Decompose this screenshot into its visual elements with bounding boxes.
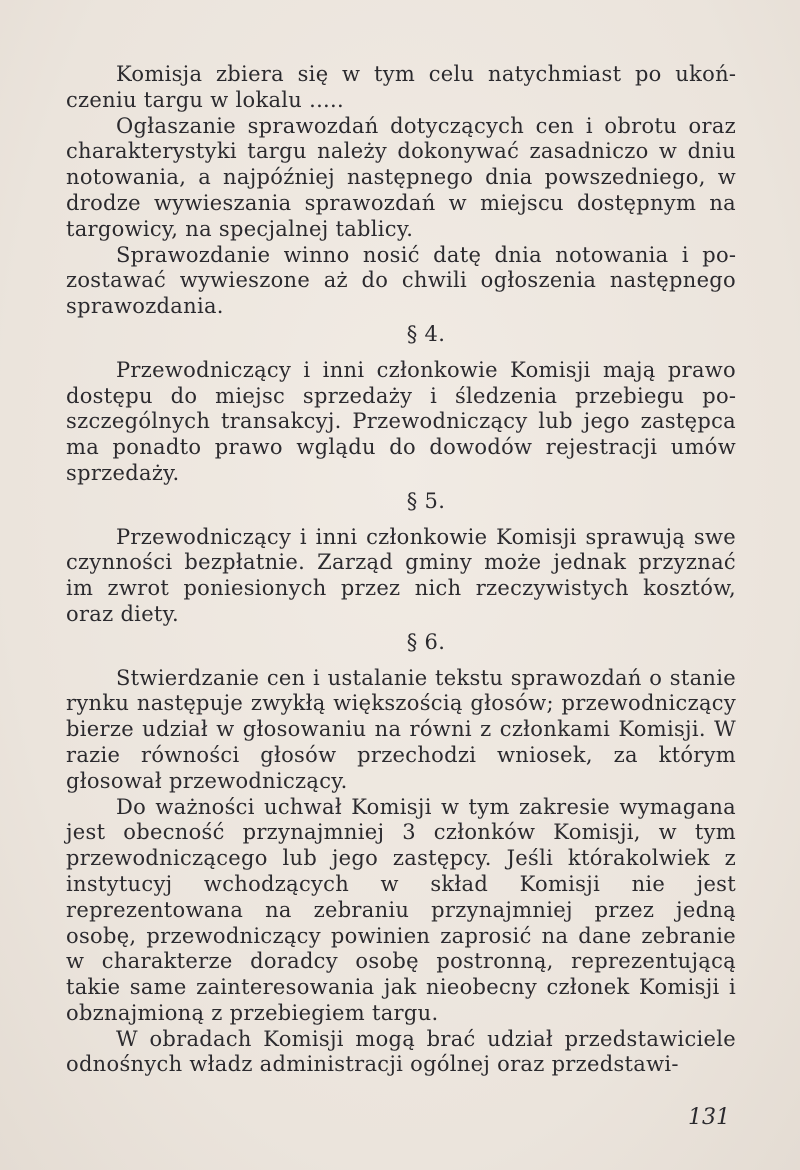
page-number: 131 — [688, 1105, 730, 1130]
paragraph-5: Przewodniczący i inni członkowie Komisji sprawują swe czynności bezpłatnie. Zarząd gminy może jednak przyznać im zwrot poniesionych przez nich rzeczywistych kosztów, oraz diety. — [66, 524, 736, 626]
paragraph-6: Stwierdzanie cen i ustalanie tekstu sprawozdań o stanie rynku następuje zwykłą większością głosów; przewodniczący bierze udział w głosowaniu na równi z członkami Komisji. W razie równości głosów przechodzi wniosek, za którym głosował przewodniczący. — [66, 665, 736, 793]
paragraph-1: Komisja zbiera się w tym celu natychmiast po ukończeniu targu w lokalu ..... — [66, 62, 736, 112]
section-heading-5: § 5. — [406, 488, 446, 513]
paragraph-3: Sprawozdanie winno nosić datę dnia notowania i pozostawać wywieszone aż do chwili ogłoszenia następnego sprawozdania. — [66, 242, 736, 319]
paragraph-2: Ogłaszanie sprawozdań dotyczących cen i obrotu oraz charakterystyki targu należy dokonywać zasadniczo w dniu notowania, a najpóźniej następnego dnia powszedniego, w drodze wywieszania sprawozdań w miejscu dostępnym na targowicy, na specjalnej tablicy. — [66, 113, 736, 241]
paragraph-4: Przewodniczący i inni członkowie Komisji mają prawo dostępu do miejsc sprzedaży i śledzenia przebiegu poszczególnych transakcyj. Przewodniczący lub jego zastępca ma ponadto prawo wglądu do dowodów rejestracji umów sprzedaży. — [66, 357, 736, 485]
section-heading-4: § 4. — [406, 321, 446, 346]
section-heading-6: § 6. — [406, 629, 446, 654]
body-text — [66, 62, 736, 1078]
paragraph-8: W obradach Komisji mogą brać udział przedstawiciele odnośnych władz administracji ogólnej oraz przedstawi- — [66, 1026, 736, 1077]
paragraph-7: Do ważności uchwał Komisji w tym zakresie wymagana jest obecność przynajmniej 3 członków Komisji, w tym przewodniczącego lub jego zastępcy. Jeśli którakolwiek z instytucyj wchodzących w skład Komisji nie jest reprezentowana na zebraniu przynajmniej przez jedną osobę, przewodniczący powinien zaprosić na dane zebranie w charakterze doradcy osobę postronną, reprezentującą takie same zainteresowania jak nieobecny członek Komisji i obznajmioną z przebiegiem targu. — [66, 794, 736, 1025]
